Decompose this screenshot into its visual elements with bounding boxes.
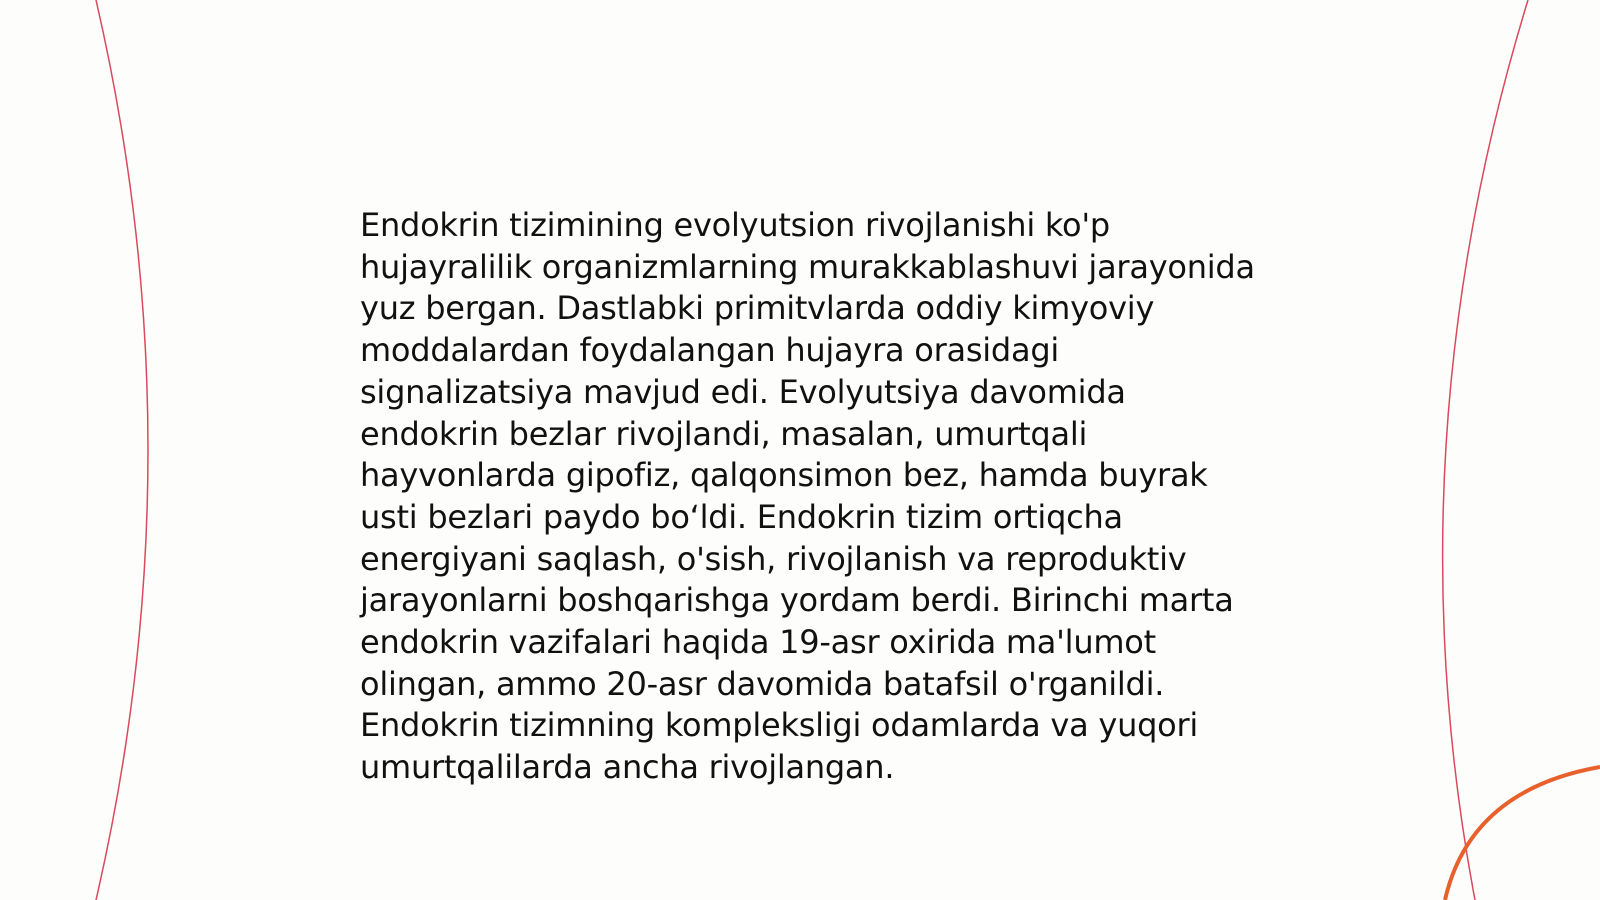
accent-arc (1445, 767, 1600, 900)
right-curve-line (1443, 0, 1528, 900)
left-curve-line (96, 0, 148, 900)
body-paragraph: Endokrin tizimining evolyutsion rivojlanishi ko'p hujayralilik organizmlarning murakkablashuvi jarayonida yuz bergan. Dastlabki primitvlarda oddiy kimyoviy moddalardan foydalangan hujayra orasidagi signalizatsiya mavjud edi. Evolyutsiya davomida endokrin bezlar rivojlandi, masalan, umurtqali hayvonlarda gipofiz, qalqonsimon bez, hamda buyrak usti bezlari paydo boʻldi. Endokrin tizim ortiqcha energiyani saqlash, o'sish, rivojlanish va reproduktiv jarayonlarni boshqarishga yordam berdi. Birinchi marta endokrin vazifalari haqida 19-asr oxirida ma'lumot olingan, ammo 20-asr davomida batafsil o'rganildi. Endokrin tizimning kompleksligi odamlarda va yuqori umurtqalilarda ancha rivojlangan. (360, 206, 1255, 787)
